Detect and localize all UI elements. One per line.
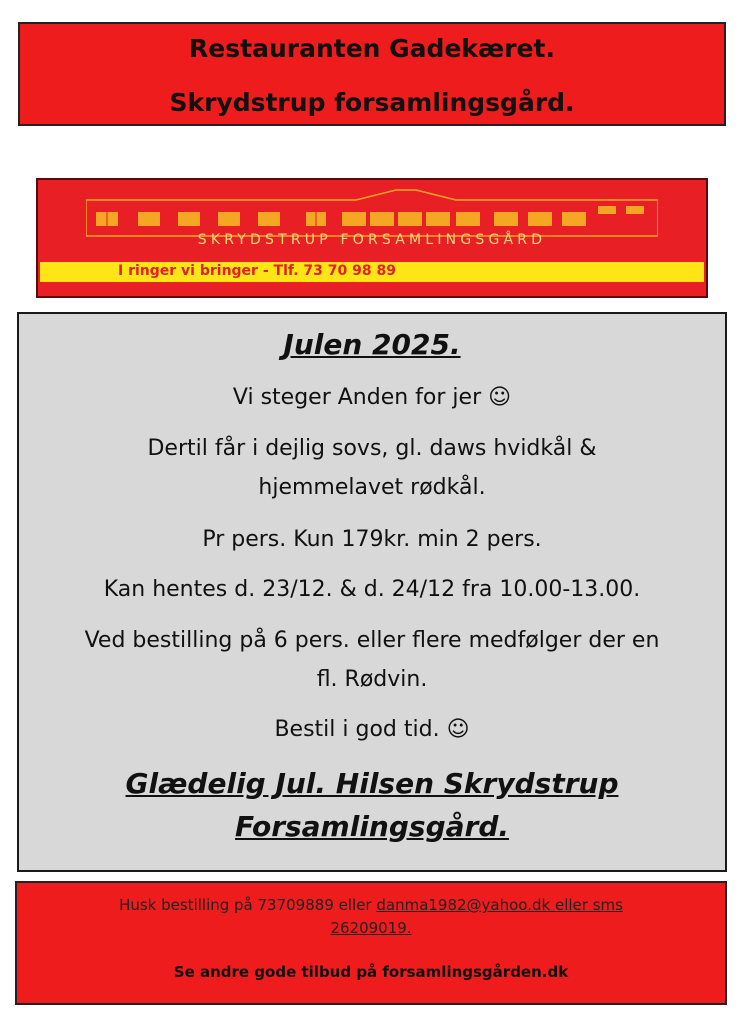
contact-strip-text: I ringer vi bringer - Tlf. 73 70 98 89 (118, 263, 396, 279)
order-info-text: Husk bestilling på 73709889 eller (119, 896, 377, 914)
offer-line-wine-2: fl. Rødvin. (316, 667, 428, 692)
footer-banner (15, 881, 727, 1005)
restaurant-name: Restauranten Gadekæret. (189, 34, 555, 63)
offer-line-wine-1: Ved bestilling på 6 pers. eller flere medfølger der en (84, 628, 660, 653)
logo-banner (36, 178, 708, 298)
offer-line-sides-2: hjemmelavet rødkål. (258, 475, 486, 500)
building-logo-icon (86, 188, 658, 238)
offer-line-pickup: Kan hentes d. 23/12. & d. 24/12 fra 10.00-13.00. (103, 577, 641, 602)
venue-name: Skrydstrup forsamlingsgård. (169, 88, 575, 117)
sms-line (17, 919, 725, 937)
header-banner (18, 22, 726, 126)
greeting-line-2: Forsamlingsgård. (235, 810, 509, 843)
sms-number-link[interactable]: 26209019. (330, 919, 412, 937)
offer-line-duck: Vi steger Anden for jer ☺ (232, 385, 512, 410)
contact-strip (40, 262, 704, 282)
offer-line-sides-1: Dertil får i dejlig sovs, gl. daws hvidkål & (147, 436, 597, 461)
offers-line: Se andre gode tilbud på forsamlingsgården.dk (173, 963, 569, 981)
email-link[interactable]: danma1982@yahoo.dk eller sms (376, 896, 623, 914)
offer-line-price: Pr pers. Kun 179kr. min 2 pers. (202, 527, 542, 552)
christmas-offer-panel (17, 312, 727, 872)
offer-line-order-early: Bestil i god tid. ☺ (274, 717, 470, 742)
logo-brand-text: SKRYDSTRUP FORSAMLINGSGÅRD (197, 232, 547, 248)
greeting-line-1: Glædelig Jul. Hilsen Skrydstrup (125, 767, 619, 800)
offer-title: Julen 2025. (283, 328, 461, 361)
order-info-line (17, 896, 725, 914)
